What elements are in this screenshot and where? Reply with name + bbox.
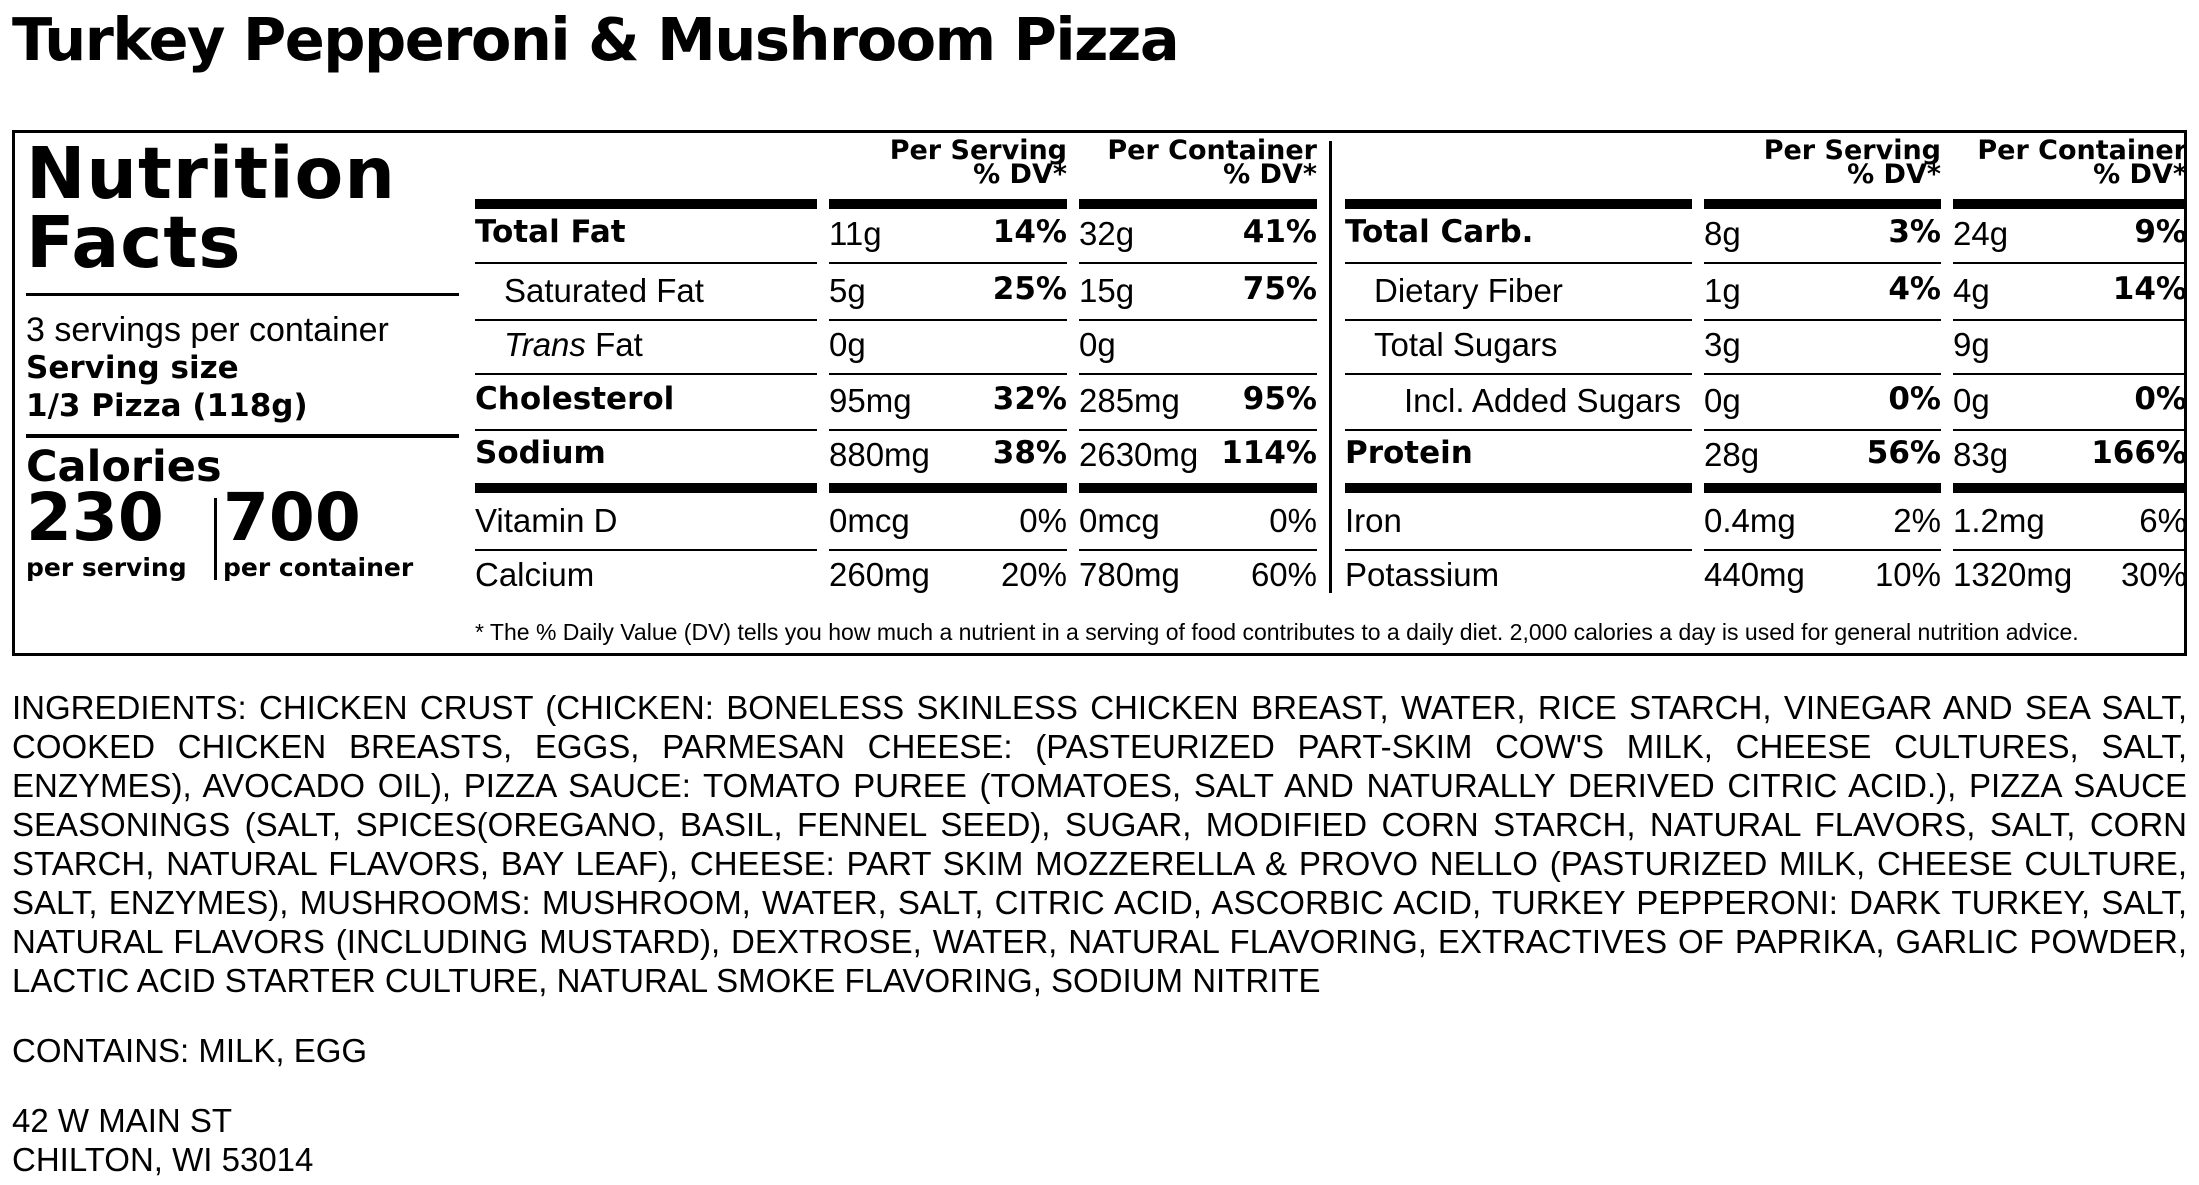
container-dv: 0% [2134,381,2187,417]
nutrient-label: Cholesterol [475,381,675,417]
thick-rule [475,199,817,209]
serving-dv: 0% [1888,381,1941,417]
ingredients-text: INGREDIENTS: CHICKEN CRUST (CHICKEN: BONELESS SKINLESS CHICKEN BREAST, WATER, RICE STARCH, VINEGAR AND SEA SALT, COOKED CHICKEN BREASTS, EGGS, PARMESAN CHEESE: (PASTEURIZED PART-SKIM COW'S MILK, CHEESE CULTURES, SALT, ENZYMES), AVOCADO OIL), PIZZA SAUCE: TOMATO PUREE (TOMATOES, SALT AND NATURALLY DERIVED CITRIC ACID.), PIZZA SAUCE SEASONINGS (SALT, SPICES(OREGANO, BASIL, FENNEL SEED), SUGAR, MODIFIED CORN STARCH, NATURAL FLAVORS, SALT, CORN STARCH, NATURAL FLAVORS, BAY LEAF), CHEESE: PART SKIM MOZZERELLA & PROVO NELLO (PASTURIZED MILK, CHEESE CULTURE, SALT, ENZYMES), MUSHROOMS: MUSHROOM, WATER, SALT, CITRIC ACID, ASCORBIC ACID, TURKEY PEPPERONI: DARK TURKEY, SALT, NATURAL FLAVORS (INCLUDING MUSTARD), DEXTROSE, WATER, NATURAL FLAVORING, EXTRACTIVES OF PAPRIKA, GARLIC POWDER, LACTIC ACID STARTER CULTURE, NATURAL SMOKE FLAVORING, SODIUM NITRITE [12,689,2187,999]
address-line-2: CHILTON, WI 53014 [12,1141,314,1178]
calories-divider [214,498,217,580]
heading-divider [26,293,459,296]
row-rule [1345,319,1692,321]
container-amount: 32g [1079,215,1135,252]
nutrient-label: Total Fat [475,214,626,250]
thick-rule [1953,483,2187,493]
row-rule [1079,319,1317,321]
row-rule [1079,262,1317,264]
row-rule [829,549,1067,551]
nutrient-label: Incl. Added Sugars [1404,382,1682,419]
dv-header-text: % DV* [1847,159,1941,190]
container-amount: 4g [1953,272,1990,309]
row-rule [1704,429,1941,431]
row-rule [475,262,817,264]
nutrient-label: Protein [1345,435,1473,471]
per-serving-header [829,135,1067,190]
per-container-header [1953,135,2187,190]
serving-dv: 10% [1874,556,1941,593]
serving-dv: 3% [1888,214,1941,250]
container-amount: 15g [1079,272,1135,309]
row-rule [1345,373,1692,375]
container-dv: 95% [1242,381,1317,417]
daily-value-footnote: * The % Daily Value (DV) tells you how much a nutrient in a serving of food contributes to a daily diet. 2,000 calories a day is used for general nutrition advice. [475,619,2079,645]
serving-size-value: 1/3 Pizza (118g) [26,388,308,424]
serving-dv: 20% [1000,556,1067,593]
calories-per-serving: 230 [26,479,164,556]
container-dv: 114% [1221,435,1317,471]
row-rule [1345,429,1692,431]
container-amount: 0g [1953,382,1990,419]
serving-dv: 4% [1888,271,1941,307]
serving-amount: 440mg [1704,556,1805,593]
row-rule [829,429,1067,431]
container-dv: 30% [2120,556,2187,593]
thick-rule [829,483,1067,493]
row-rule [475,549,817,551]
per-serving-label: per serving [26,553,187,582]
serving-amount: 1g [1704,272,1741,309]
allergen-statement: CONTAINS: MILK, EGG [12,1032,368,1069]
container-amount: 285mg [1079,382,1180,419]
per-serving-header-text: Per Serving [1763,135,1941,166]
per-container-header [1079,135,1317,190]
row-rule [829,262,1067,264]
column-separator [1329,141,1332,593]
dv-header-text: % DV* [1223,159,1317,190]
serving-dv: 32% [992,381,1067,417]
per-container-header-text: Per Container [1977,135,2187,166]
mineral-label: Calcium [475,556,595,593]
thick-rule [1704,483,1941,493]
container-dv: 41% [1242,214,1317,250]
serving-dv: 25% [992,271,1067,307]
mineral-label: Vitamin D [475,502,618,539]
serving-amount: 0mcg [829,502,910,539]
thick-rule [1345,199,1692,209]
thick-rule [829,199,1067,209]
container-amount: 2630mg [1079,436,1199,473]
container-amount: 1320mg [1953,556,2073,593]
thick-rule [1079,199,1317,209]
serving-size-label: Serving size [26,350,239,386]
row-rule [829,373,1067,375]
thick-rule [1953,199,2187,209]
row-rule [1345,262,1692,264]
servings-per-container: 3 servings per container [26,311,389,349]
serving-amount: 28g [1704,436,1760,473]
row-rule [1704,373,1941,375]
container-amount: 0g [1079,326,1116,363]
serving-dv: 2% [1893,502,1941,539]
dv-header-text: % DV* [973,159,1067,190]
container-dv: 9% [2134,214,2187,250]
serving-amount: 11g [829,215,882,252]
container-dv: 0% [1269,502,1317,539]
serving-amount: 95mg [829,382,912,419]
serving-amount: 0g [829,326,866,363]
thick-rule [1079,483,1317,493]
calories-label: Calories [26,442,222,492]
thick-rule [1704,199,1941,209]
container-amount: 83g [1953,436,2009,473]
calories-per-container: 700 [223,479,361,556]
container-amount: 24g [1953,215,2009,252]
nutrition-facts-panel [12,130,2187,656]
container-amount: 0mcg [1079,502,1160,539]
container-dv: 60% [1250,556,1317,593]
serving-amount: 5g [829,272,866,309]
row-rule [1953,319,2187,321]
row-rule [475,429,817,431]
row-rule [1704,262,1941,264]
serving-dv: 38% [992,435,1067,471]
row-rule [1704,319,1941,321]
row-rule [1704,549,1941,551]
mineral-label: Iron [1345,502,1402,539]
row-rule [1079,549,1317,551]
product-title: Turkey Pepperoni & Mushroom Pizza [12,5,1179,74]
nutrient-label: Total Carb. [1345,214,1534,250]
row-rule [1079,429,1317,431]
thick-rule [1345,483,1692,493]
trans-italic: Trans [504,326,586,363]
nutrient-label [504,328,643,361]
container-amount: 1.2mg [1953,502,2045,539]
serving-amount: 0g [1704,382,1741,419]
dv-header-text: % DV* [2093,159,2187,190]
serving-amount: 260mg [829,556,930,593]
container-dv: 14% [2112,271,2187,307]
row-rule [475,319,817,321]
serving-amount: 0.4mg [1704,502,1796,539]
row-rule [1953,373,2187,375]
row-rule [1953,549,2187,551]
per-container-header-text: Per Container [1107,135,1317,166]
mineral-label: Potassium [1345,556,1500,593]
row-rule [1079,373,1317,375]
serving-dv: 0% [1019,502,1067,539]
container-dv: 166% [2091,435,2187,471]
row-rule [475,373,817,375]
row-rule [1953,262,2187,264]
serving-divider [26,434,459,438]
address-line-1: 42 W MAIN ST [12,1102,233,1139]
container-amount: 9g [1953,326,1990,363]
nutrient-label: Dietary Fiber [1374,272,1563,309]
per-serving-header [1704,135,1941,190]
row-rule [829,319,1067,321]
serving-dv: 14% [992,214,1067,250]
trans-rest: Fat [585,326,643,363]
container-dv: 6% [2139,502,2187,539]
nutrient-label: Total Sugars [1374,326,1558,363]
serving-amount: 880mg [829,436,930,473]
row-rule [1953,429,2187,431]
container-amount: 780mg [1079,556,1180,593]
serving-amount: 3g [1704,326,1741,363]
nutrient-label: Saturated Fat [504,272,704,309]
row-rule [1345,549,1692,551]
nutrient-label: Sodium [475,435,606,471]
per-container-label: per container [223,553,414,582]
nutrition-facts-heading: Nutrition Facts [26,132,396,284]
serving-amount: 8g [1704,215,1741,252]
per-serving-header-text: Per Serving [889,135,1067,166]
thick-rule [475,483,817,493]
serving-dv: 56% [1866,435,1941,471]
container-dv: 75% [1242,271,1317,307]
